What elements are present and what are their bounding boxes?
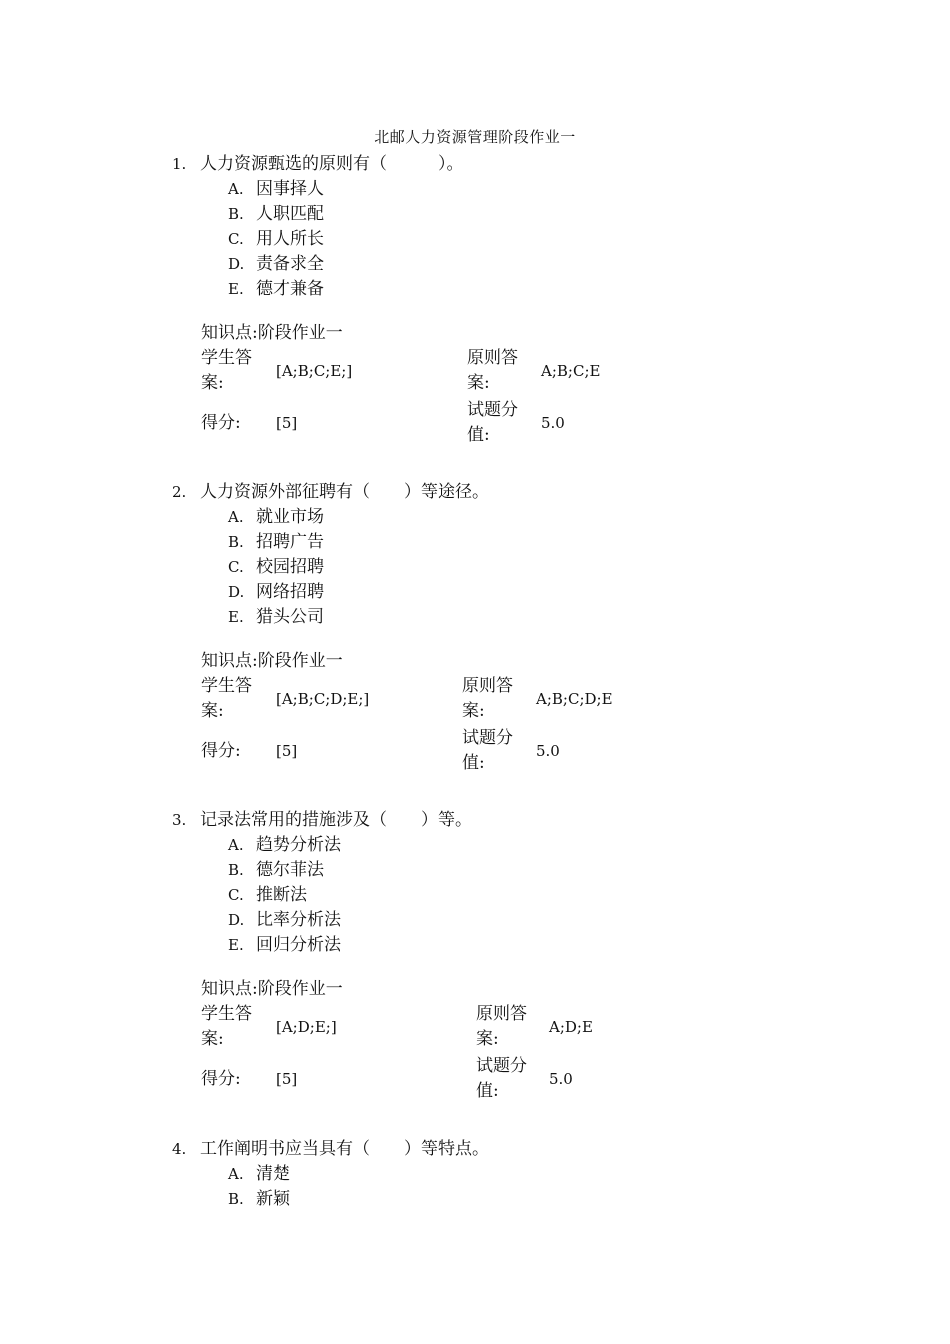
score-label: 得分: [201,413,241,433]
option-b: B. 人职匹配 [228,204,324,224]
question-3 [172,807,872,1101]
option-b: B. 招聘广告 [228,532,324,552]
standard-answer-value: A;B;C;E [541,362,601,380]
score-value: [5] [276,742,298,760]
question-4 [172,1136,872,1212]
answer-info [201,321,801,450]
student-answer-label: 学生答案: [201,676,252,721]
question-stem [172,479,872,505]
option-c: C. 校园招聘 [228,557,324,577]
option-e: E. 回归分析法 [228,935,341,955]
question-number: 2. [172,483,187,501]
answer-row [201,1002,801,1054]
answer-row [201,346,801,398]
score-label: 得分: [201,741,241,761]
question-text: 人力资源外部征聘有（ ）等途径。 [200,482,489,502]
option-e: E. 猎头公司 [228,607,324,627]
standard-answer-value: A;D;E [549,1018,593,1036]
question-stem [172,151,872,177]
item-value-label: 试题分值: [467,400,518,445]
option-d: D. 比率分析法 [228,910,341,930]
score-row [201,398,801,450]
question-text: 记录法常用的措施涉及（ ）等。 [200,810,472,830]
question-number: 3. [172,811,187,829]
question-text: 工作阐明书应当具有（ ）等特点。 [200,1139,489,1159]
student-answer-label: 学生答案: [201,348,252,393]
option-d: D. 责备求全 [228,254,324,274]
answer-row [201,674,801,726]
item-value: 5.0 [541,414,565,432]
item-value-label: 试题分值: [476,1056,527,1101]
option-e: E. 德才兼备 [228,279,324,299]
standard-answer-value: A;B;C;D;E [536,690,613,708]
score-value: [5] [276,414,298,432]
option-a: A. 因事择人 [228,179,324,199]
question-stem [172,807,872,833]
item-value: 5.0 [549,1070,573,1088]
question-2 [172,479,872,773]
question-number: 4. [172,1140,187,1158]
score-label: 得分: [201,1069,241,1089]
score-row [201,726,801,778]
student-answer-value: [A;B;C;D;E;] [276,690,370,708]
score-value: [5] [276,1070,298,1088]
question-1 [172,151,872,445]
question-number: 1. [172,155,187,173]
score-row [201,1054,801,1106]
student-answer-value: [A;B;C;E;] [276,362,353,380]
knowledge-point: 知识点:阶段作业一 [201,323,343,343]
option-b: B. 新颖 [228,1189,290,1209]
option-a: A. 趋势分析法 [228,835,341,855]
standard-answer-label: 原则答案: [467,348,518,393]
student-answer-label: 学生答案: [201,1004,252,1049]
standard-answer-label: 原则答案: [462,676,513,721]
knowledge-point: 知识点:阶段作业一 [201,979,343,999]
knowledge-point: 知识点:阶段作业一 [201,651,343,671]
option-b: B. 德尔菲法 [228,860,324,880]
document-title: 北邮人力资源管理阶段作业一 [374,128,576,146]
answer-info [201,649,801,778]
question-text: 人力资源甄选的原则有（ ）。 [200,154,464,174]
student-answer-value: [A;D;E;] [276,1018,337,1036]
option-c: C. 用人所长 [228,229,324,249]
item-value: 5.0 [536,742,560,760]
option-d: D. 网络招聘 [228,582,324,602]
option-a: A. 就业市场 [228,507,324,527]
answer-info [201,977,801,1106]
question-stem [172,1136,872,1162]
option-c: C. 推断法 [228,885,307,905]
item-value-label: 试题分值: [462,728,513,773]
option-a: A. 清楚 [228,1164,290,1184]
standard-answer-label: 原则答案: [476,1004,527,1049]
